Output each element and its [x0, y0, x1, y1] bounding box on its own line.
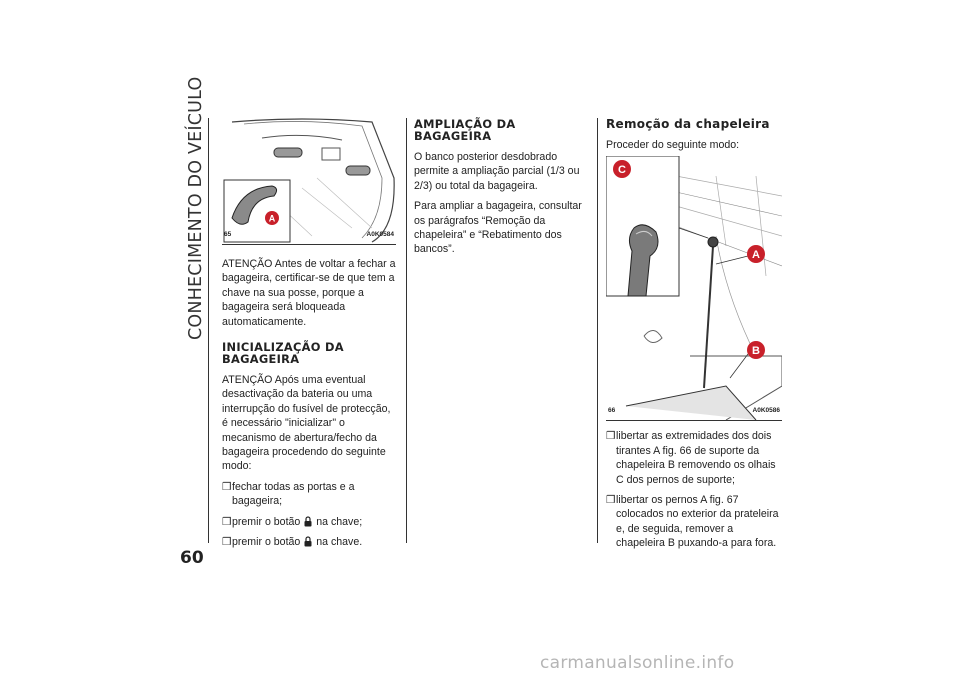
- warning-text: ATENÇÃO Após uma eventual desactivação da bateria ou uma interrupção do fusível de protecção, é necessário "inicializar" o mecanismo de abertura/fecho da bagageira procedendo do seguinte modo:: [222, 374, 391, 473]
- checkbox-glyph: ❒: [222, 536, 232, 549]
- trunk-handle-illustration: [222, 118, 396, 244]
- list-item-text: premir o botão: [232, 536, 301, 549]
- label-c: C: [618, 164, 626, 177]
- figure-number: 65: [224, 230, 232, 238]
- figure-code: A0K0586: [752, 407, 780, 414]
- section-heading: AMPLIAÇÃO DA BAGAGEIRA: [414, 117, 516, 143]
- figure-number: 66: [608, 407, 616, 414]
- list-item-text: libertar as extremidades dos dois tirantes A fig. 66 de suporte da chapeleira B removendo os olhais C dos pernos de suporte;: [616, 430, 776, 486]
- list-item: [222, 535, 398, 549]
- checkbox-glyph: ❒: [606, 494, 616, 507]
- body-text: Proceder do seguinte modo:: [606, 139, 740, 151]
- list-item-text: fechar todas as portas e a bagageira;: [232, 480, 355, 508]
- section-heading: INICIALIZAÇÃO DA BAGAGEIRA: [222, 340, 344, 367]
- list-item: [606, 429, 784, 487]
- column-3: [606, 118, 784, 557]
- list-item: [222, 480, 398, 509]
- side-section-title: CONHECIMENTO DO VEÍCULO: [186, 76, 206, 340]
- list-item-text: premir o botão: [232, 515, 301, 528]
- body-text: O banco posterior desdobrado permite a ampliação parcial (1/3 ou 2/3) ou total da bagageira.: [414, 151, 580, 192]
- checkbox-glyph: ❒: [222, 515, 232, 528]
- page-number: 60: [180, 548, 204, 568]
- list-item: [222, 515, 398, 529]
- lock-icon: [304, 516, 312, 527]
- list-item-text: na chave.: [316, 536, 363, 549]
- checkbox-glyph: ❒: [222, 480, 232, 493]
- watermark: carmanualsonline.info: [540, 653, 735, 673]
- divider: [597, 118, 598, 543]
- checkbox-glyph: ❒: [606, 430, 616, 443]
- body-text: Para ampliar a bagageira, consultar os parágrafos “Remoção da chapeleira” e “Rebatimento dos bancos”.: [414, 200, 582, 256]
- list-item: [606, 493, 784, 551]
- figure-66: [606, 156, 782, 421]
- divider: [406, 118, 407, 543]
- column-2: [414, 118, 594, 263]
- divider: [208, 118, 209, 543]
- parcel-shelf-illustration: [606, 156, 782, 420]
- section-heading: Remoção da chapeleira: [606, 117, 770, 131]
- label-a: A: [752, 249, 760, 262]
- figure-65: [222, 118, 396, 245]
- label-b: B: [752, 345, 760, 358]
- figure-code: A0K0584: [366, 230, 394, 238]
- column-1: [222, 118, 398, 556]
- warning-text: ATENÇÃO Antes de voltar a fechar a bagageira, certificar-se de que tem a chave na sua posse, porque a bagageira será bloqueada automaticamente.: [222, 258, 396, 328]
- side-section-title-wrap: [172, 76, 212, 340]
- list-item-text: libertar os pernos A fig. 67 colocados no exterior da prateleira e, de seguida, remover a chapeleira B puxando-a para fora.: [616, 494, 779, 550]
- lock-icon: [304, 536, 312, 547]
- label-a: A: [268, 213, 276, 224]
- list-item-text: na chave;: [316, 515, 363, 528]
